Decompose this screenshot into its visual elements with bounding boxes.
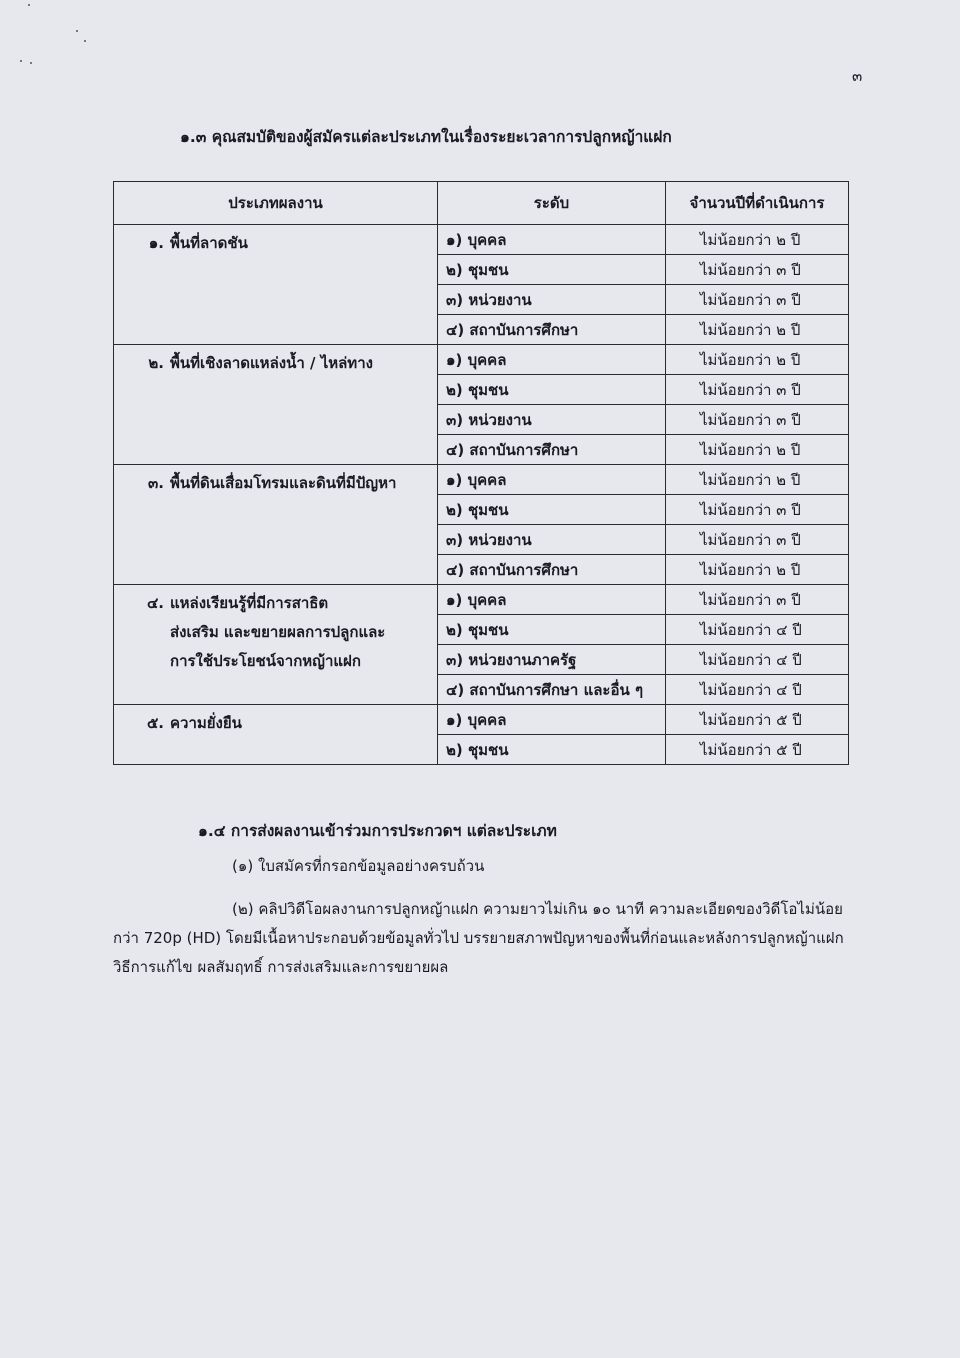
years-cell: ไม่น้อยกว่า ๒ ปี [666, 225, 849, 255]
level-cell: ๒) ชุมชน [438, 375, 666, 405]
work-type-label-line: ส่งเสริม และขยายผลการปลูกและ [170, 623, 386, 641]
years-cell: ไม่น้อยกว่า ๒ ปี [666, 435, 849, 465]
work-type-label-line: พื้นที่ลาดชัน [170, 234, 248, 252]
qualification-table [113, 181, 849, 765]
work-type-label-line: แหล่งเรียนรู้ที่มีการสาธิต [170, 594, 329, 612]
work-type-label [170, 469, 396, 498]
years-cell: ไม่น้อยกว่า ๒ ปี [666, 555, 849, 585]
submission-item-2 [113, 895, 869, 982]
scan-speck [84, 40, 86, 42]
work-type-label-line: การใช้ประโยชน์จากหญ้าแฝก [170, 652, 361, 670]
years-cell: ไม่น้อยกว่า ๕ ปี [666, 735, 849, 765]
scan-speck [76, 30, 78, 32]
level-cell: ๔) สถาบันการศึกษา [438, 555, 666, 585]
scan-speck [30, 62, 32, 64]
level-cell: ๒) ชุมชน [438, 255, 666, 285]
work-type-label [170, 229, 248, 258]
level-cell: ๔) สถาบันการศึกษา [438, 315, 666, 345]
level-cell: ๓) หน่วยงานภาครัฐ [438, 645, 666, 675]
table-body [114, 225, 849, 765]
scan-speck [28, 4, 30, 6]
level-cell: ๑) บุคคล [438, 345, 666, 375]
section-1-3-title: ๑.๓ คุณสมบัติของผู้สมัครแต่ละประเภทในเรื่องระยะเวลาการปลูกหญ้าแฝก [180, 128, 672, 146]
work-type-label-line: ความยั่งยืน [170, 714, 242, 732]
years-cell: ไม่น้อยกว่า ๔ ปี [666, 645, 849, 675]
submission-item-1: (๑) ใบสมัครที่กรอกข้อมูลอย่างครบถ้วน [232, 857, 485, 875]
level-cell: ๑) บุคคล [438, 585, 666, 615]
years-cell: ไม่น้อยกว่า ๓ ปี [666, 405, 849, 435]
years-cell: ไม่น้อยกว่า ๕ ปี [666, 705, 849, 735]
level-cell: ๓) หน่วยงาน [438, 525, 666, 555]
years-cell: ไม่น้อยกว่า ๓ ปี [666, 285, 849, 315]
years-cell: ไม่น้อยกว่า ๓ ปี [666, 255, 849, 285]
years-cell: ไม่น้อยกว่า ๔ ปี [666, 675, 849, 705]
work-type-label [170, 589, 385, 676]
level-cell: ๔) สถาบันการศึกษา [438, 435, 666, 465]
work-type-number: ๓. [148, 474, 164, 492]
work-type-number: ๔. [146, 594, 164, 612]
level-cell: ๑) บุคคล [438, 705, 666, 735]
level-cell: ๑) บุคคล [438, 225, 666, 255]
level-cell: ๓) หน่วยงาน [438, 285, 666, 315]
paragraph-line: (๒) คลิปวิดีโอผลงานการปลูกหญ้าแฝก ความยาวไม่เกิน ๑๐ นาที ความละเอียดของวิดีโอไม่น้อย [232, 900, 843, 918]
work-type-cell [114, 585, 438, 705]
years-cell: ไม่น้อยกว่า ๓ ปี [666, 585, 849, 615]
level-cell: ๑) บุคคล [438, 465, 666, 495]
table-header-row [114, 182, 849, 225]
years-cell: ไม่น้อยกว่า ๓ ปี [666, 375, 849, 405]
work-type-cell [114, 345, 438, 465]
paragraph-line: กว่า 720p (HD) โดยมีเนื้อหาประกอบด้วยข้อมูลทั่วไป บรรยายสภาพปัญหาของพื้นที่ก่อนและหลังการปลูกหญ้าแฝก [113, 929, 844, 947]
scan-speck [20, 60, 22, 62]
level-cell: ๔) สถาบันการศึกษา และอื่น ๆ [438, 675, 666, 705]
table-row [114, 345, 849, 375]
work-type-label-line: พื้นที่เชิงลาดแหล่งน้ำ / ไหล่ทาง [170, 354, 373, 372]
work-type-label [170, 709, 242, 738]
work-type-number: ๕. [146, 714, 164, 732]
level-cell: ๒) ชุมชน [438, 735, 666, 765]
years-cell: ไม่น้อยกว่า ๒ ปี [666, 315, 849, 345]
header-years: จำนวนปีที่ดำเนินการ [666, 182, 849, 225]
work-type-number: ๑. [148, 234, 164, 252]
section-1-4-title: ๑.๔ การส่งผลงานเข้าร่วมการประกวดฯ แต่ละประเภท [198, 822, 557, 840]
work-type-number: ๒. [148, 354, 164, 372]
table-row [114, 705, 849, 735]
table-row [114, 585, 849, 615]
years-cell: ไม่น้อยกว่า ๓ ปี [666, 495, 849, 525]
work-type-cell [114, 705, 438, 765]
paragraph-line: วิธีการแก้ไข ผลสัมฤทธิ์ การส่งเสริมและการขยายผล [113, 958, 449, 976]
header-type: ประเภทผลงาน [114, 182, 438, 225]
page-number: ๓ [852, 67, 863, 85]
years-cell: ไม่น้อยกว่า ๒ ปี [666, 465, 849, 495]
level-cell: ๓) หน่วยงาน [438, 405, 666, 435]
years-cell: ไม่น้อยกว่า ๔ ปี [666, 615, 849, 645]
table-row [114, 465, 849, 495]
header-level: ระดับ [438, 182, 666, 225]
work-type-label-line: พื้นที่ดินเสื่อมโทรมและดินที่มีปัญหา [170, 474, 397, 492]
level-cell: ๒) ชุมชน [438, 495, 666, 525]
years-cell: ไม่น้อยกว่า ๒ ปี [666, 345, 849, 375]
level-cell: ๒) ชุมชน [438, 615, 666, 645]
years-cell: ไม่น้อยกว่า ๓ ปี [666, 525, 849, 555]
work-type-cell [114, 225, 438, 345]
work-type-cell [114, 465, 438, 585]
work-type-label [170, 349, 373, 378]
table-row [114, 225, 849, 255]
